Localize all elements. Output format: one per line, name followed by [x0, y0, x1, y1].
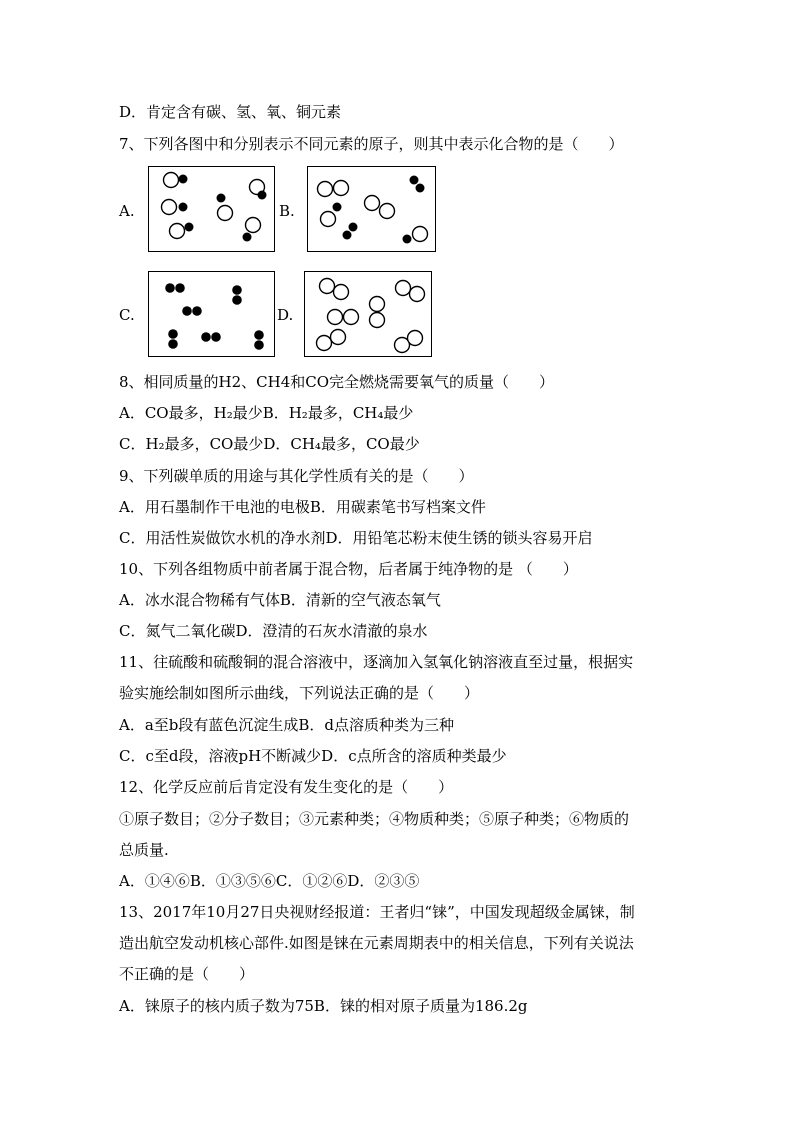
- q7-label-c: C.: [119, 306, 135, 324]
- q6-option-d: D．肯定含有碳、氢、氧、铜元素: [119, 103, 342, 121]
- q13-options-ab: A．铼原子的核内质子数为75B．铼的相对原子质量为186.2g: [119, 997, 528, 1015]
- q9-options-cd: C．用活性炭做饮水机的净水剂D．用铅笔芯粉末使生锈的锁头容易开启: [119, 529, 593, 547]
- q13-stem-line1: 13、2017年10月27日央视财经报道：王者归“铼”，中国发现超级金属铼，制: [119, 903, 635, 921]
- figure-a-molecules: [149, 167, 276, 253]
- q11-stem-line1: 11、往硫酸和硫酸铜的混合溶液中，逐滴加入氢氧化钠溶液直至过量，根据实: [119, 653, 634, 671]
- q13-stem-line3: 不正确的是（ ）: [119, 965, 255, 983]
- q9-stem: 9、下列碳单质的用途与其化学性质有关的是（ ）: [119, 467, 474, 485]
- q8-stem: 8、相同质量的H2、CH4和CO完全燃烧需要氧气的质量（ ）: [119, 373, 555, 391]
- figure-b-molecules: [308, 167, 437, 253]
- q12-items-line1: ①原子数目；②分子数目；③元素种类；④物质种类；⑤原子种类；⑥物质的: [119, 810, 630, 828]
- q10-stem: 10、下列各组物质中前者属于混合物，后者属于纯净物的是 （ ）: [119, 560, 578, 578]
- q10-options-ab: A．冰水混合物稀有气体B．清新的空气液态氧气: [119, 591, 441, 609]
- q11-options-ab: A．a至b段有蓝色沉淀生成B．d点溶质种类为三种: [119, 716, 455, 734]
- q7-figure-b: [307, 166, 436, 252]
- q11-options-cd: C．c至d段，溶液pH不断减少D．c点所含的溶质种类最少: [119, 747, 507, 765]
- q12-stem: 12、化学反应前后肯定没有发生变化的是（ ）: [119, 778, 454, 796]
- q13-stem-line2: 造出航空发动机核心部件.如图是铼在元素周期表中的相关信息，下列有关说法: [119, 934, 634, 952]
- q7-figure-c: [148, 271, 275, 357]
- q11-stem-line2: 验实施绘制如图所示曲线，下列说法正确的是（ ）: [119, 684, 480, 702]
- q7-label-d: D.: [277, 306, 294, 324]
- q7-figure-a: [148, 166, 275, 252]
- q8-options-cd: C．H₂最多，CO最少D．CH₄最多，CO最少: [119, 435, 420, 453]
- q7-label-a: A.: [119, 202, 135, 220]
- q12-options: A．①④⑥B．①③⑤⑥C．①②⑥D．②③⑤: [119, 872, 420, 890]
- figure-d-molecules: [305, 272, 433, 358]
- q12-items-line2: 总质量.: [119, 841, 169, 859]
- q10-options-cd: C．氮气二氧化碳D．澄清的石灰水清澈的泉水: [119, 622, 428, 640]
- q7-stem: 7、下列各图中和分别表示不同元素的原子，则其中表示化合物的是（ ）: [119, 135, 624, 153]
- q7-label-b: B.: [279, 202, 295, 220]
- q9-options-ab: A．用石墨制作干电池的电极B．用碳素笔书写档案文件: [119, 498, 486, 516]
- q7-figure-d: [304, 271, 432, 357]
- q8-options-ab: A．CO最多，H₂最少B．H₂最多，CH₄最少: [119, 404, 414, 422]
- figure-c-molecules: [149, 272, 276, 358]
